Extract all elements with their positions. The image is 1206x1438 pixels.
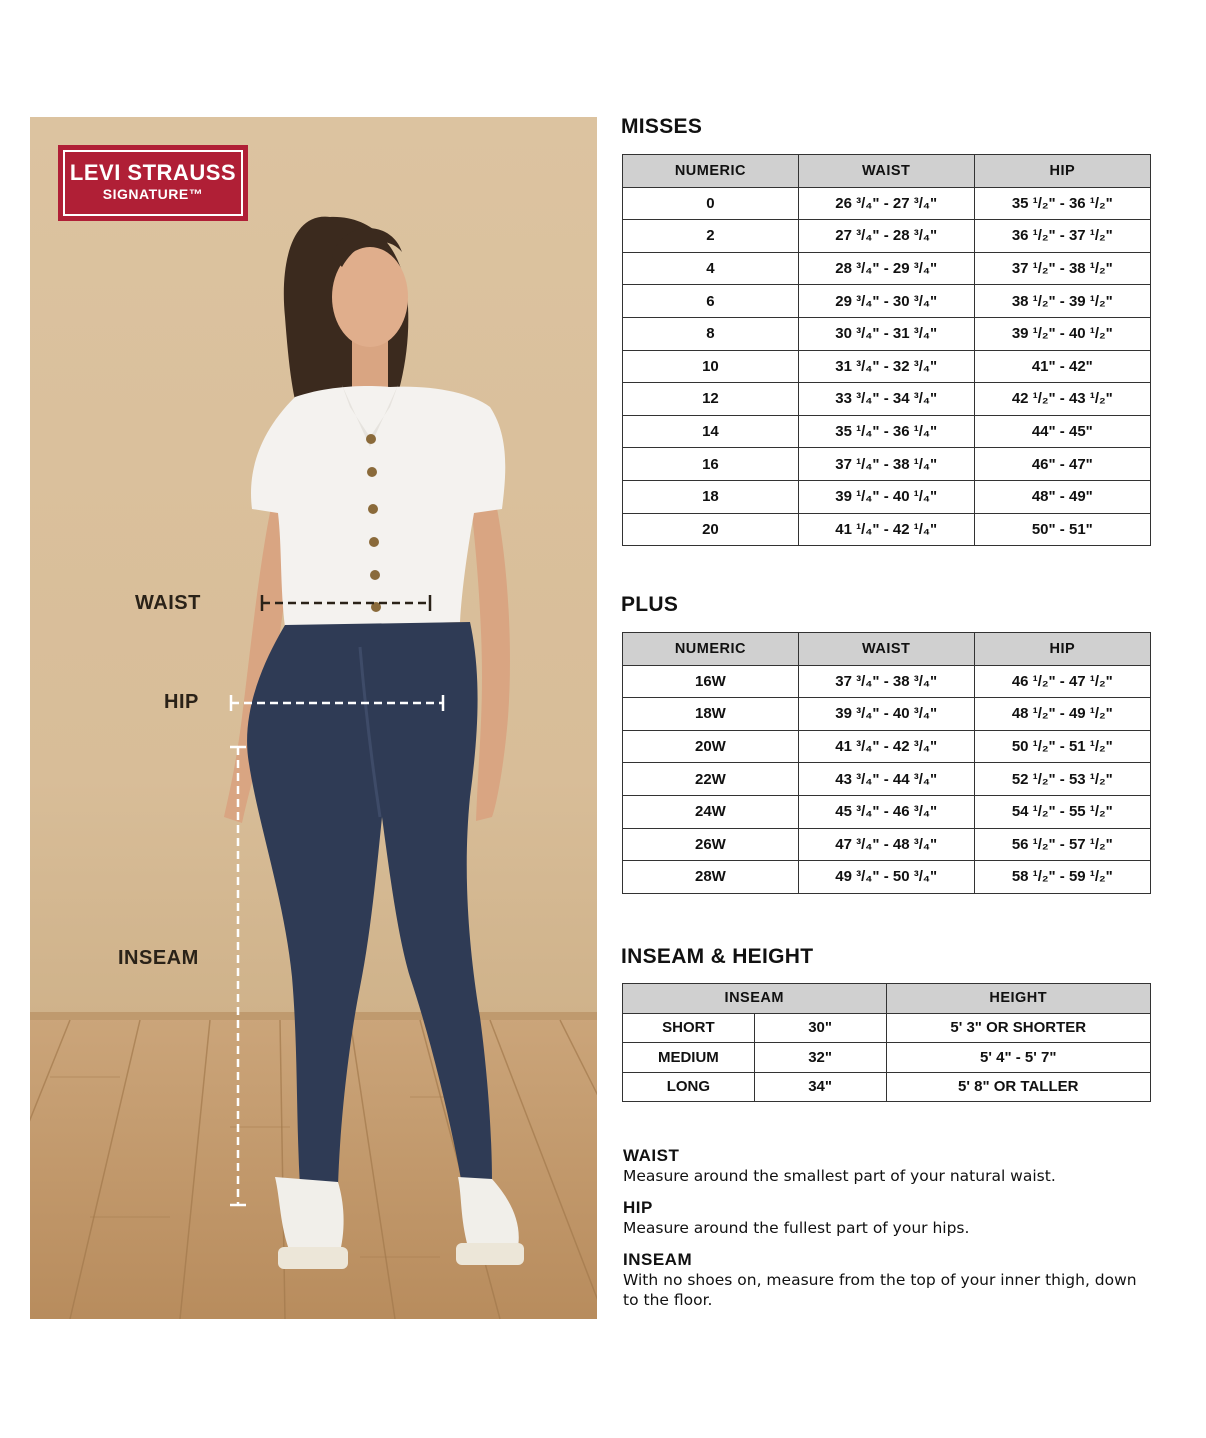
height-cell: 5' 8" OR TALLER: [886, 1072, 1151, 1102]
hip-cell: 56 ¹/₂" - 57 ¹/₂": [974, 828, 1150, 861]
waist-cell: 37 ¹/₄" - 38 ¹/₄": [798, 448, 974, 481]
waist-cell: 39 ³/₄" - 40 ³/₄": [798, 698, 974, 731]
plus-header-waist: WAIST: [798, 633, 974, 666]
waist-cell: 31 ³/₄" - 32 ³/₄": [798, 350, 974, 383]
waist-cell: 45 ³/₄" - 46 ³/₄": [798, 795, 974, 828]
measurement-definitions: [623, 1146, 1183, 1322]
hip-cell: 41" - 42": [974, 350, 1150, 383]
table-row: [623, 665, 1151, 698]
hip-cell: 58 ¹/₂" - 59 ¹/₂": [974, 861, 1150, 894]
hip-cell: 48 ¹/₂" - 49 ¹/₂": [974, 698, 1150, 731]
size-cell: 16: [623, 448, 799, 481]
waist-cell: 47 ³/₄" - 48 ³/₄": [798, 828, 974, 861]
misses-header-numeric: NUMERIC: [623, 155, 799, 188]
inseam-cell: 34": [754, 1072, 886, 1102]
waist-cell: 27 ³/₄" - 28 ³/₄": [798, 220, 974, 253]
hip-cell: 36 ¹/₂" - 37 ¹/₂": [974, 220, 1150, 253]
table-row: [623, 1013, 1151, 1043]
size-cell: 20: [623, 513, 799, 546]
waist-cell: 35 ¹/₄" - 36 ¹/₄": [798, 415, 974, 448]
waist-cell: 41 ³/₄" - 42 ³/₄": [798, 730, 974, 763]
hip-cell: 48" - 49": [974, 480, 1150, 513]
size-cell: 18: [623, 480, 799, 513]
table-row: [623, 861, 1151, 894]
table-row: [623, 252, 1151, 285]
definition-term: INSEAM: [623, 1250, 693, 1269]
waist-cell: 41 ¹/₄" - 42 ¹/₄": [798, 513, 974, 546]
inseam-label: INSEAM: [118, 947, 199, 969]
hip-cell: 46" - 47": [974, 448, 1150, 481]
hip-cell: 54 ¹/₂" - 55 ¹/₂": [974, 795, 1150, 828]
size-cell: 14: [623, 415, 799, 448]
size-cell: 12: [623, 383, 799, 416]
hip-cell: 37 ¹/₂" - 38 ¹/₂": [974, 252, 1150, 285]
inseam-header-height: HEIGHT: [886, 984, 1151, 1014]
size-cell: 20W: [623, 730, 799, 763]
hip-cell: 50 ¹/₂" - 51 ¹/₂": [974, 730, 1150, 763]
size-cell: 0: [623, 187, 799, 220]
plus-header-numeric: NUMERIC: [623, 633, 799, 666]
waist-cell: 49 ³/₄" - 50 ³/₄": [798, 861, 974, 894]
misses-header-hip: HIP: [974, 155, 1150, 188]
table-row: [623, 795, 1151, 828]
model-figure: [30, 117, 597, 1319]
size-cell: 6: [623, 285, 799, 318]
plus-size-table: [622, 632, 1151, 894]
size-cell: 4: [623, 252, 799, 285]
table-row: [623, 698, 1151, 731]
inseam-cell: 30": [754, 1013, 886, 1043]
plus-header-hip: HIP: [974, 633, 1150, 666]
hip-cell: 44" - 45": [974, 415, 1150, 448]
table-row: [623, 350, 1151, 383]
inseam-cell: 32": [754, 1043, 886, 1073]
hip-label: HIP: [164, 691, 199, 713]
definition-hip: [623, 1198, 1183, 1238]
definition-term: WAIST: [623, 1146, 680, 1165]
waist-label: WAIST: [135, 592, 201, 614]
inseam-header-inseam: INSEAM: [623, 984, 887, 1014]
size-cell: 28W: [623, 861, 799, 894]
waist-cell: 29 ³/₄" - 30 ³/₄": [798, 285, 974, 318]
definition-text: Measure around the fullest part of your hips.: [623, 1219, 970, 1237]
table-row: [623, 1072, 1151, 1102]
inseam-height-title: INSEAM & HEIGHT: [621, 945, 814, 968]
plus-header-row: [623, 633, 1151, 666]
table-row: [623, 1043, 1151, 1073]
length-cell: LONG: [623, 1072, 755, 1102]
plus-title: PLUS: [621, 593, 679, 616]
inseam-height-table: [622, 983, 1151, 1102]
size-cell: 16W: [623, 665, 799, 698]
hip-cell: 46 ¹/₂" - 47 ¹/₂": [974, 665, 1150, 698]
waist-cell: 30 ³/₄" - 31 ³/₄": [798, 317, 974, 350]
table-row: [623, 730, 1151, 763]
misses-header-waist: WAIST: [798, 155, 974, 188]
definition-inseam: [623, 1250, 1183, 1310]
brand-line1: LEVI STRAUSS: [69, 160, 237, 185]
table-row: [623, 187, 1151, 220]
table-row: [623, 480, 1151, 513]
hip-cell: 50" - 51": [974, 513, 1150, 546]
inseam-header-row: [623, 984, 1151, 1014]
size-cell: 24W: [623, 795, 799, 828]
table-row: [623, 828, 1151, 861]
definition-waist: [623, 1146, 1183, 1186]
hip-cell: 35 ¹/₂" - 36 ¹/₂": [974, 187, 1150, 220]
definition-text: Measure around the smallest part of your natural waist.: [623, 1167, 1056, 1185]
hip-cell: 42 ¹/₂" - 43 ¹/₂": [974, 383, 1150, 416]
definition-term: HIP: [623, 1198, 653, 1217]
table-row: [623, 317, 1151, 350]
definition-text: With no shoes on, measure from the top of your inner thigh, down to the floor.: [623, 1271, 1137, 1309]
waist-cell: 28 ³/₄" - 29 ³/₄": [798, 252, 974, 285]
table-row: [623, 513, 1151, 546]
misses-size-table: [622, 154, 1151, 546]
length-cell: MEDIUM: [623, 1043, 755, 1073]
waist-cell: 26 ³/₄" - 27 ³/₄": [798, 187, 974, 220]
brand-logo: [58, 145, 248, 221]
size-cell: 2: [623, 220, 799, 253]
waist-cell: 43 ³/₄" - 44 ³/₄": [798, 763, 974, 796]
table-row: [623, 448, 1151, 481]
waist-cell: 37 ³/₄" - 38 ³/₄": [798, 665, 974, 698]
size-cell: 10: [623, 350, 799, 383]
size-cell: 18W: [623, 698, 799, 731]
hip-cell: 38 ¹/₂" - 39 ¹/₂": [974, 285, 1150, 318]
hip-cell: 52 ¹/₂" - 53 ¹/₂": [974, 763, 1150, 796]
size-cell: 8: [623, 317, 799, 350]
waist-cell: 39 ¹/₄" - 40 ¹/₄": [798, 480, 974, 513]
misses-header-row: [623, 155, 1151, 188]
size-cell: 22W: [623, 763, 799, 796]
model-photo: [30, 117, 597, 1319]
misses-title: MISSES: [621, 115, 703, 138]
height-cell: 5' 3" OR SHORTER: [886, 1013, 1151, 1043]
brand-line2: SIGNATURE™: [102, 186, 204, 202]
table-row: [623, 763, 1151, 796]
length-cell: SHORT: [623, 1013, 755, 1043]
size-cell: 26W: [623, 828, 799, 861]
table-row: [623, 383, 1151, 416]
table-row: [623, 220, 1151, 253]
waist-cell: 33 ³/₄" - 34 ³/₄": [798, 383, 974, 416]
table-row: [623, 415, 1151, 448]
height-cell: 5' 4" - 5' 7": [886, 1043, 1151, 1073]
hip-cell: 39 ¹/₂" - 40 ¹/₂": [974, 317, 1150, 350]
table-row: [623, 285, 1151, 318]
